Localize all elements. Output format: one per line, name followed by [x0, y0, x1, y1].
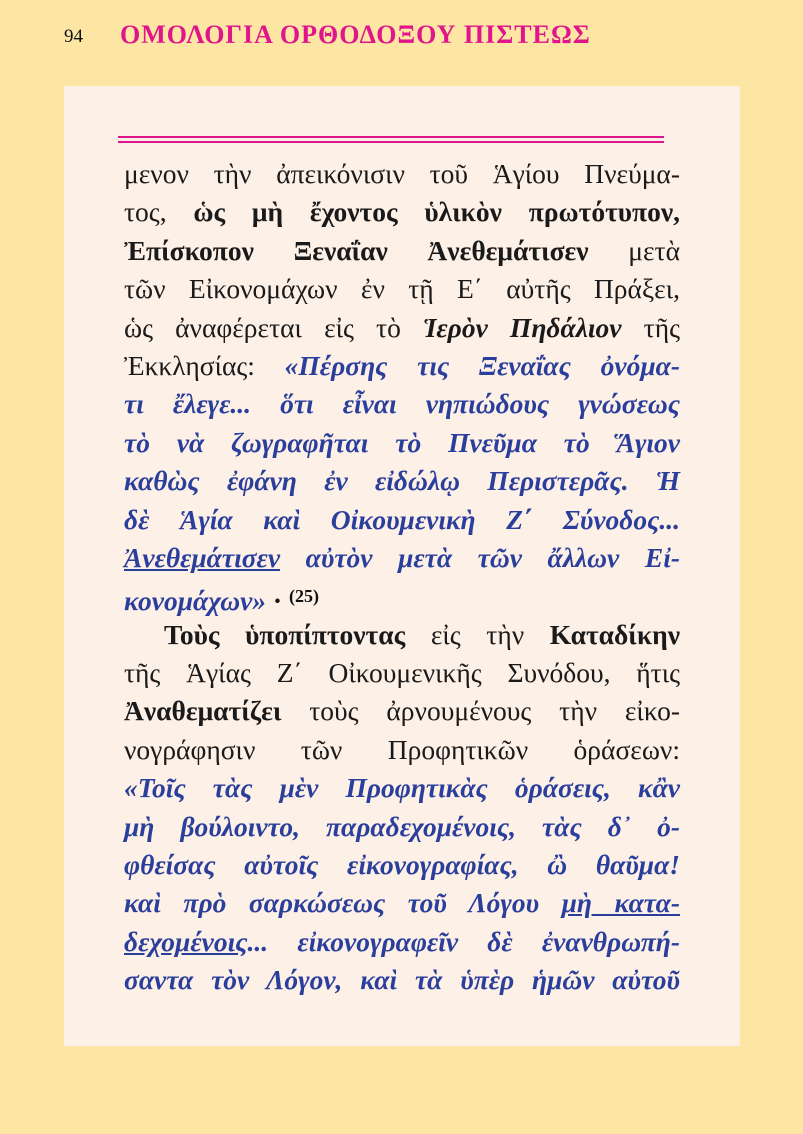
quote-span: τι ἔλεγε... ὅτι εἶναι νηπιώδους γνώσεως	[124, 388, 680, 420]
text-line-14	[124, 654, 680, 692]
header-rule-bottom	[118, 141, 664, 143]
text-line-20	[124, 884, 680, 922]
text-line-9	[124, 462, 680, 500]
page-number: 94	[64, 26, 83, 47]
text-line-5	[124, 309, 680, 347]
text-line-2	[124, 193, 680, 231]
text-span: εἰς τὴν	[405, 618, 550, 650]
text-line-22	[124, 961, 680, 999]
quote-span: φθείσας αὐτοῖς εἰκονογραφίας, ὢ θαῦμα!	[124, 849, 680, 881]
quote-span: μὴ βούλοιντο, παραδεχομένοις, τὰς δ᾿ ὀ-	[124, 810, 680, 842]
text-line-18	[124, 808, 680, 846]
quote-span: «Τοῖς τὰς μὲν Προφητικὰς ὁράσεις, κἂν	[124, 772, 680, 804]
quote-span: δὲ Ἁγία καὶ Οἰκουμενικὴ Ζ΄ Σύνοδος...	[124, 503, 680, 535]
text-line-15	[124, 692, 680, 730]
quote-span: ... εἰκονογραφεῖν δὲ ἐνανθρωπή-	[247, 925, 680, 957]
text-span: νογράφησιν τῶν Προφητικῶν ὁράσεων:	[124, 733, 680, 765]
text-line-7	[124, 385, 680, 423]
text-line-16	[124, 731, 680, 769]
text-line-11	[124, 539, 680, 577]
text-line-3	[124, 232, 680, 270]
underlined-span: δεχομένοις	[124, 925, 248, 957]
text-line-19	[124, 846, 680, 884]
text-span: τῆς	[621, 311, 680, 343]
text-span: τῆς Ἁγίας Ζ΄ Οἰκουμενικῆς Συνόδου, ἥτις	[124, 657, 680, 689]
text-line-13	[124, 616, 680, 654]
text-line-6	[124, 347, 680, 385]
text-span: ὡς ἀναφέρεται εἰς τὸ	[124, 311, 423, 343]
text-span: μετὰ	[588, 234, 680, 266]
quote-span: καθὼς ἐφάνη ἐν εἰδώλῳ Περιστερᾶς. Ἡ	[124, 465, 680, 497]
text-line-12	[124, 577, 680, 615]
underlined-span: μὴ κατα-	[561, 887, 680, 919]
bold-span: Ἐπίσκοπον Ξεναΐαν Ἀνεθεμάτισεν	[124, 234, 589, 266]
quote-span: σαντα τὸν Λόγον, καὶ τὰ ὑπὲρ ἡμῶν αὐτοῦ	[124, 964, 680, 996]
text-span: μενον τὴν ἀπεικόνισιν τοῦ Ἁγίου Πνεύμα-	[124, 158, 680, 189]
text-span: Ἐκκλησίας:	[124, 349, 285, 381]
quote-span: αὐτὸν μετὰ τῶν ἄλλων Εἰ-	[280, 541, 680, 573]
footnote-ref: (25)	[288, 586, 319, 607]
bold-italic-span: Ἱερὸν Πηδάλιον	[423, 311, 622, 343]
header-rule-top	[118, 136, 664, 138]
page-header	[60, 22, 620, 54]
text-line-10	[124, 501, 680, 539]
quote-span: κονομάχων»	[124, 585, 273, 617]
bold-span: Ἀναθεματίζει	[124, 695, 282, 727]
running-title: ΟΜΟΛΟΓΙΑ ΟΡΘΟΔΟΞΟΥ ΠΙΣΤΕΩΣ	[120, 20, 591, 49]
quote-span: «Πέρσης τις Ξεναΐας ὀνόμα-	[284, 349, 681, 381]
bold-span: Καταδίκην	[549, 618, 680, 650]
quote-span: καὶ πρὸ σαρκώσεως τοῦ Λόγου	[124, 887, 562, 919]
quote-span: τὸ νὰ ζωγραφῆται τὸ Πνεῦμα τὸ Ἅγιον	[124, 426, 680, 458]
punctuation: ·	[272, 585, 289, 617]
text-line-1	[124, 155, 680, 193]
body-text	[124, 155, 680, 1000]
text-span: τῶν Εἰκονομάχων ἐν τῇ Ε΄ αὐτῆς Πράξει,	[124, 273, 680, 305]
bold-span: Τοὺς ὑποπίπτοντας	[164, 618, 406, 650]
underlined-span: Ἀνεθεμάτισεν	[124, 541, 281, 573]
text-line-17	[124, 769, 680, 807]
text-span: τοὺς ἀρνουμένους τὴν εἰκο-	[281, 695, 680, 727]
text-line-4	[124, 270, 680, 308]
text-line-8	[124, 424, 680, 462]
text-span: τος,	[124, 196, 194, 228]
bold-span: ὡς μὴ ἔχοντος ὑλικὸν πρωτότυπον,	[193, 196, 680, 228]
text-line-21	[124, 923, 680, 961]
